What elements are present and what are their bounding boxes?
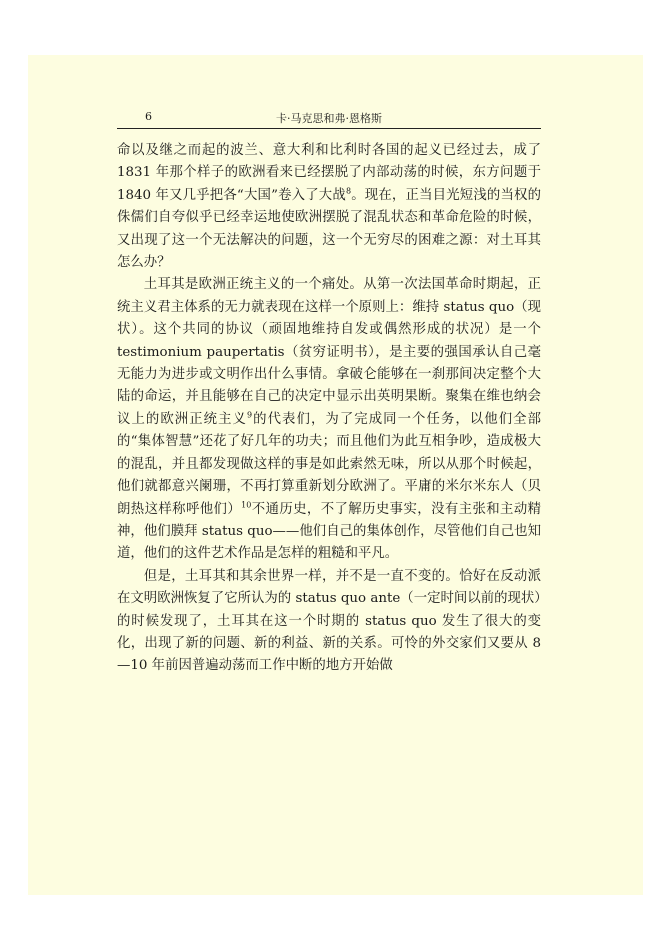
paragraph-1: 命以及继之而起的波兰、意大利和比利时各国的起义已经过去，成了 1831 年那个样子的欧洲看来已经摆脱了内部动荡的时候，东方问题于 1840 年又几乎把各“大国”卷入了大战$^8$。现在，正当目光短浅的当权的侏儒们自夸似乎已经幸运地使欧洲摆脱了混乱状态和革命危险的时候，又出现了这一个无法解决的问题，这一个无穷尽的困难之源：对土耳其怎么办？ [117, 143, 542, 271]
footnote-ref-9: 9 [247, 410, 253, 420]
paragraph-2: 土耳其是欧洲正统主义的一个痛处。从第一次法国革命时期起，正统主义君主体系的无力就表现在这样一个原则上：维持 status quo（现状）。这个共同的协议（顽固地维持自发或偶然形成的状况）是一个 testimonium paupertatis（贫穷证明书），是主要的强国承认自己毫无能力为进步或文明作出什么事情。拿破仑能够在一刹那间决定整个大陆的命运，并且能够在自己的决定中显示出英明果断。聚集在维也纳会议上的欧洲正统主义$^9$的代表们，为了完成同一个任务，以他们全部的“集体智慧”还花了好几年的功夫；而且他们为此互相争吵，造成极大的混乱，并且都发现做这样的事是如此索然无味，所以从那个时候起，他们就都意兴阑珊，不再打算重新划分欧洲了。平庸的米尔米东人（贝朗热这样称呼他们）$^{10}$不通历史，不了解历史事实，没有主张和主动精神，他们膜拜 status quo——他们自己的集体创作，尽管他们自己也知道，他们的这件艺术作品是怎样的粗糙和平凡。 [117, 277, 542, 562]
footnote-ref-10: 10 [241, 500, 252, 510]
page-number: 6 [145, 110, 152, 123]
footnote-ref-8: 8 [345, 186, 352, 196]
body-text [117, 140, 541, 678]
paragraph-3: 但是，土耳其和其余世界一样，并不是一直不变的。恰好在反动派在文明欧洲恢复了它所认为的 status quo ante（一定时间以前的现状）的时候发现了，土耳其在这一个时期的 status quo 发生了很大的变化，出现了新的问题、新的利益、新的关系。可怜的外交家们又要从 8—10 年前因普遍动荡而工作中断的地方开始做 [117, 568, 541, 674]
running-title: 卡·马克思和弗·恩格斯 [276, 112, 382, 125]
page-header [117, 106, 541, 129]
